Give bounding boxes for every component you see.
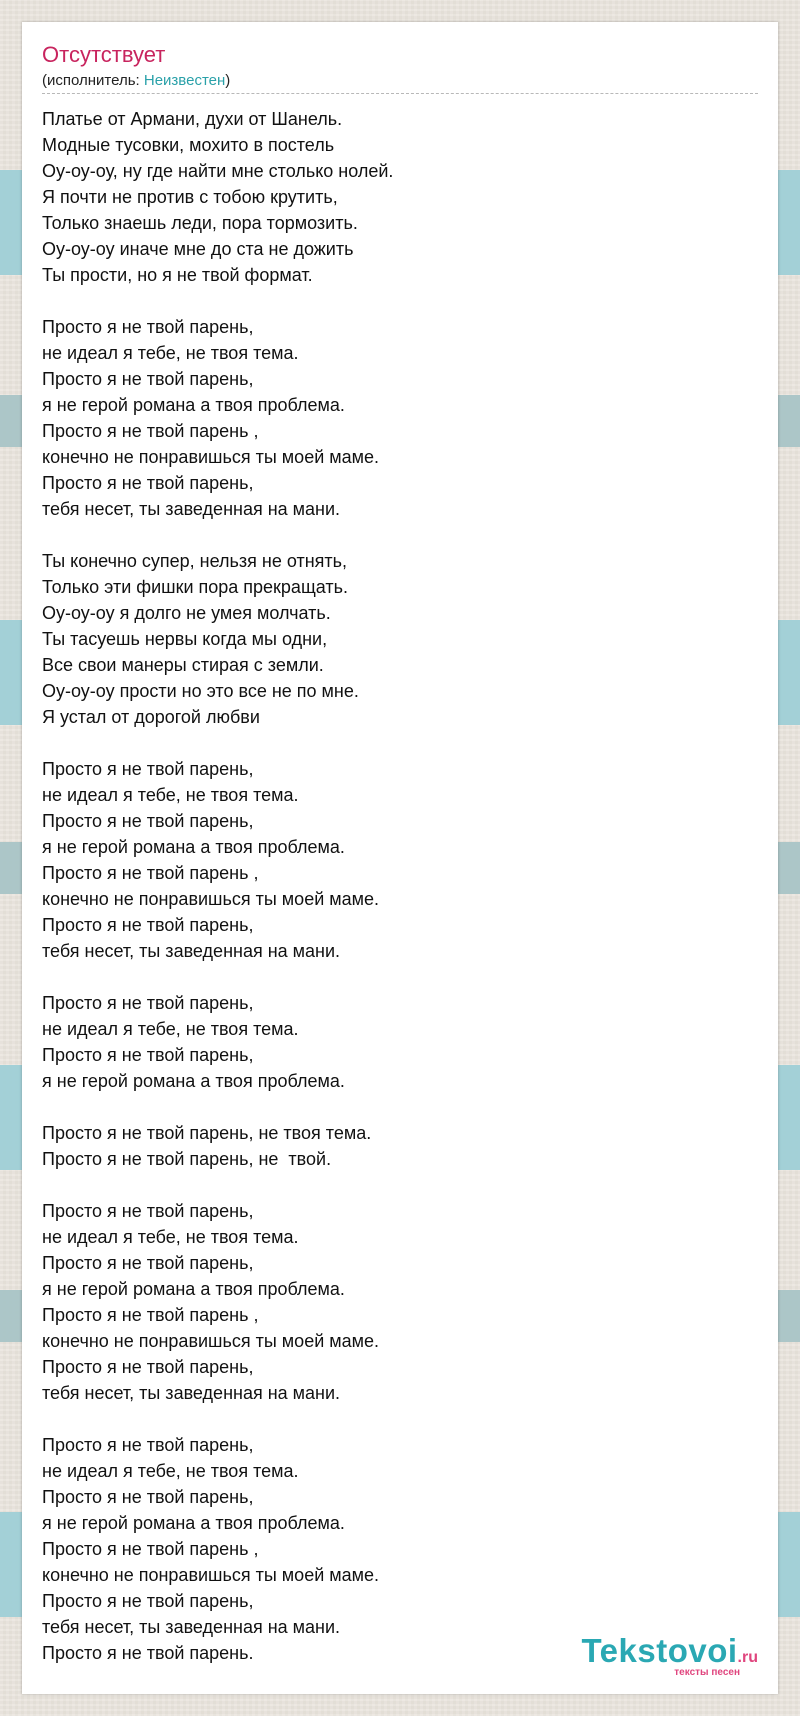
lyric-line: Просто я не твой парень, [42,811,254,831]
logo-tld: .ru [737,1649,758,1666]
artist-prefix: (исполнитель: [42,72,144,89]
lyric-line: Просто я не твой парень, [42,317,254,337]
lyric-line: Модные тусовки, мохито в постель [42,135,335,155]
lyric-line: Просто я не твой парень, не твой. [42,1149,332,1169]
lyric-line: Просто я не твой парень, [42,1045,254,1065]
lyric-line: тебя несет, ты заведенная на мани. [42,1383,341,1403]
artist-suffix: ) [225,72,231,89]
stanza-break [42,964,758,990]
lyric-line: Просто я не твой парень, [42,369,254,389]
lyric-line: Ты прости, но я не твой формат. [42,265,313,285]
artist-line [42,72,230,89]
lyric-line: не идеал я тебе, не твоя тема. [42,1461,299,1481]
lyric-line: Просто я не твой парень. [42,1643,254,1663]
stanza-break [42,288,758,314]
lyric-line: Просто я не твой парень , [42,1305,259,1325]
stanza-break [42,1172,758,1198]
stanza-break [42,1094,758,1120]
lyric-line: Просто я не твой парень, [42,1435,254,1455]
lyric-line: Ты тасуешь нервы когда мы одни, [42,629,328,649]
lyric-line: Все свои манеры стирая с земли. [42,655,324,675]
lyric-line: Просто я не твой парень, [42,1357,254,1377]
stanza-break [42,730,758,756]
lyric-line: Просто я не твой парень, [42,473,254,493]
lyric-line: конечно не понравишься ты моей маме. [42,447,380,467]
lyric-line: Оу-оу-оу я долго не умея молчать. [42,603,331,623]
lyric-line: Я почти не против с тобою крутить, [42,187,338,207]
lyric-line: Просто я не твой парень , [42,863,259,883]
lyrics-text [42,106,758,1666]
lyric-line: конечно не понравишься ты моей маме. [42,1565,380,1585]
lyric-line: я не герой романа а твоя проблема. [42,1513,345,1533]
lyric-line: тебя несет, ты заведенная на мани. [42,1617,341,1637]
lyric-line: конечно не понравишься ты моей маме. [42,889,380,909]
lyric-line: Просто я не твой парень, [42,1487,254,1507]
logo-word: Tekstovoi [581,1632,738,1669]
lyric-line: Только эти фишки пора прекращать. [42,577,348,597]
lyric-line: Просто я не твой парень, [42,993,254,1013]
stanza-break [42,1406,758,1432]
lyric-line: Просто я не твой парень, [42,1591,254,1611]
stanza-break [42,522,758,548]
lyric-line: тебя несет, ты заведенная на мани. [42,941,341,961]
lyric-line: Просто я не твой парень, [42,759,254,779]
lyric-line: тебя несет, ты заведенная на мани. [42,499,341,519]
lyric-line: Оу-оу-оу, ну где найти мне столько нолей. [42,161,394,181]
lyric-line: не идеал я тебе, не твоя тема. [42,785,299,805]
lyric-line: я не герой романа а твоя проблема. [42,837,345,857]
lyric-line: не идеал я тебе, не твоя тема. [42,1019,299,1039]
lyric-line: Оу-оу-оу прости но это все не по мне. [42,681,359,701]
logo-tagline: тексты песен [674,1667,740,1678]
lyric-line: я не герой романа а твоя проблема. [42,1071,345,1091]
lyric-line: Просто я не твой парень, [42,1201,254,1221]
lyric-line: Ты конечно супер, нельзя не отнять, [42,551,348,571]
lyric-line: Я устал от дорогой любви [42,707,260,727]
lyric-line: не идеал я тебе, не твоя тема. [42,1227,299,1247]
song-title: Отсутствует [42,42,166,67]
artist-link[interactable]: Неизвестен [143,72,226,89]
lyric-line: я не герой романа а твоя проблема. [42,1279,345,1299]
site-logo[interactable] [581,1634,758,1678]
lyric-line: Только знаешь леди, пора тормозить. [42,213,358,233]
lyric-line: Просто я не твой парень, не твоя тема. [42,1123,372,1143]
lyric-line: конечно не понравишься ты моей маме. [42,1331,380,1351]
lyric-line: Просто я не твой парень, [42,1253,254,1273]
lyric-line: Просто я не твой парень , [42,421,259,441]
lyric-line: Просто я не твой парень , [42,1539,259,1559]
lyric-line: Оу-оу-оу иначе мне до ста не дожить [42,239,354,259]
divider [42,93,758,94]
lyric-line: Просто я не твой парень, [42,915,254,935]
lyrics-card [22,22,778,1694]
lyric-line: Платье от Армани, духи от Шанель. [42,109,343,129]
lyric-line: не идеал я тебе, не твоя тема. [42,343,299,363]
lyric-line: я не герой романа а твоя проблема. [42,395,345,415]
